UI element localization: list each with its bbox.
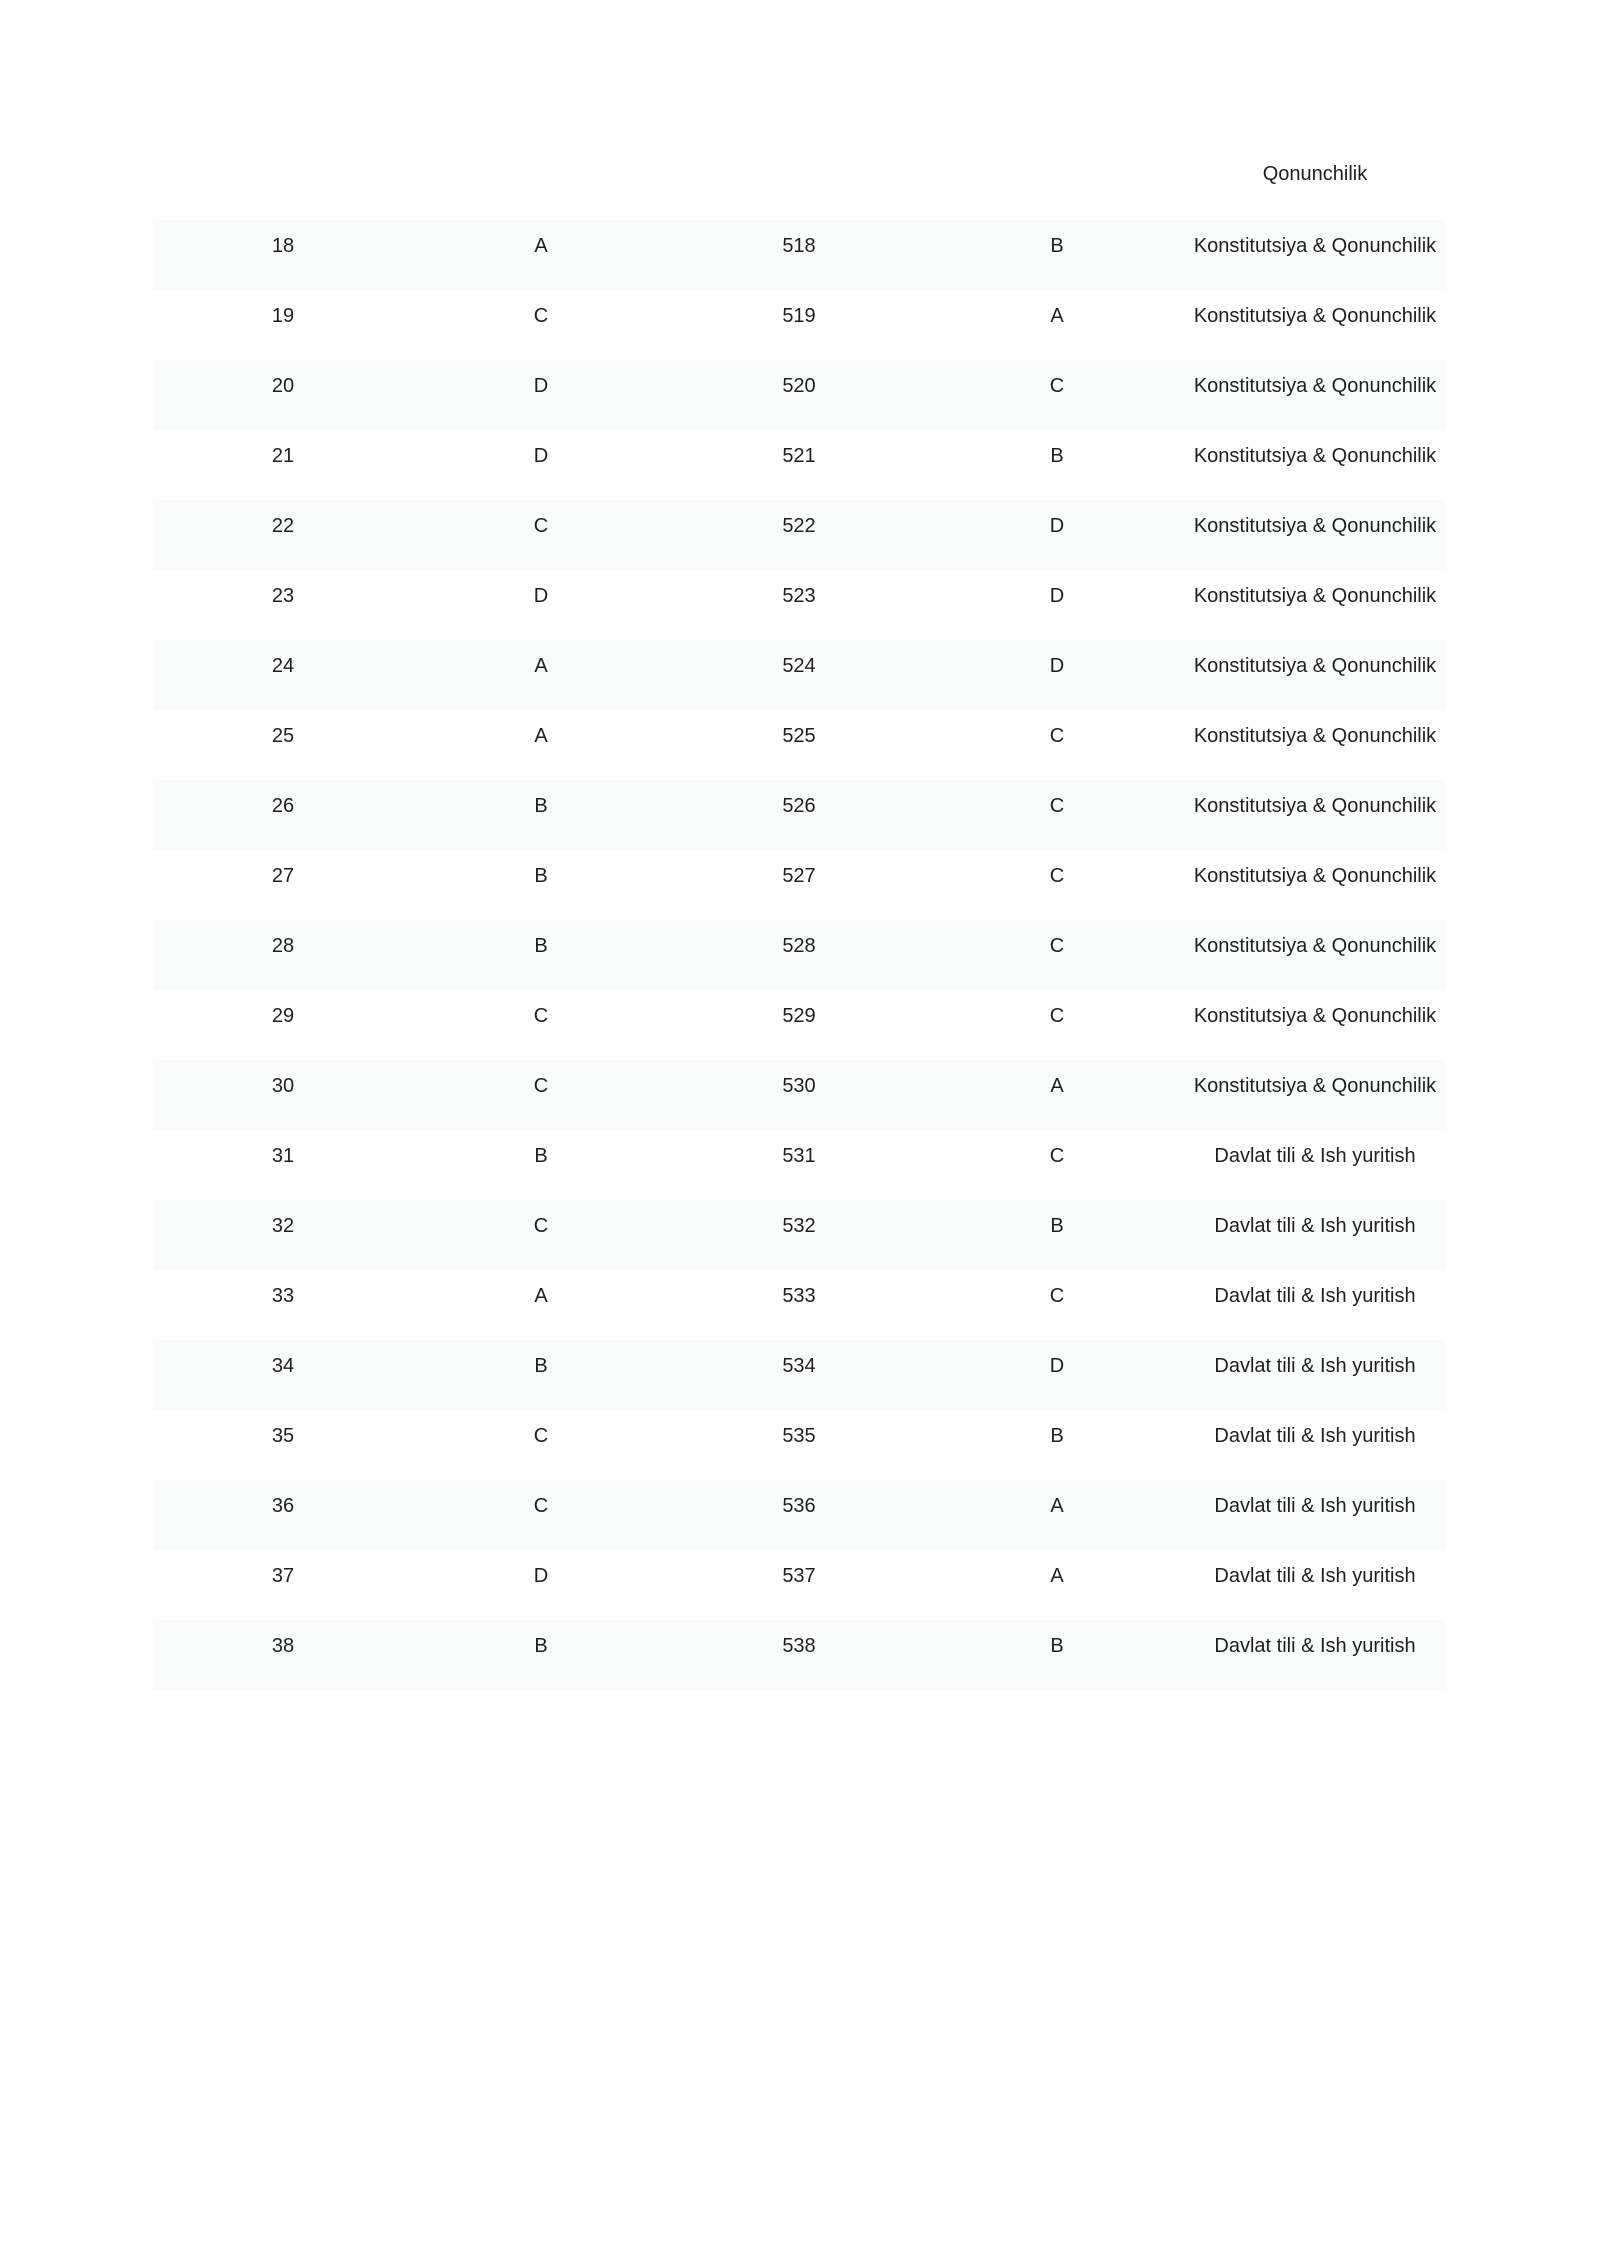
subject-cell: Davlat tili & Ish yuritish: [1214, 1425, 1416, 1447]
answer-letter-cell: D: [533, 585, 549, 607]
answer-letter-cell: D: [1049, 1355, 1065, 1377]
question-number-cell: 25: [271, 725, 295, 747]
question-number-cell: 36: [271, 1495, 295, 1517]
table-row: [153, 710, 1445, 780]
table-row: [153, 1200, 1445, 1270]
question-number-cell: 35: [271, 1425, 295, 1447]
question-number-cell: 20: [271, 375, 295, 397]
subject-cell: Davlat tili & Ish yuritish: [1214, 1215, 1416, 1237]
answer-letter-cell: D: [533, 1565, 549, 1587]
answer-letter-cell: B: [534, 935, 548, 957]
question-number-cell: 534: [782, 1355, 816, 1377]
table-row: [153, 570, 1445, 640]
table-row: [153, 1340, 1445, 1410]
answer-letter-cell: B: [534, 795, 548, 817]
question-number-cell: 26: [271, 795, 295, 817]
answer-letter-cell: A: [1050, 305, 1064, 327]
table-row: [153, 780, 1445, 850]
table-row: [153, 920, 1445, 990]
answer-letter-cell: A: [1050, 1495, 1064, 1517]
table-row: [153, 1410, 1445, 1480]
answer-letter-cell: D: [533, 375, 549, 397]
answer-letter-cell: A: [1050, 1565, 1064, 1587]
answer-letter-cell: A: [534, 725, 548, 747]
table-row: [153, 990, 1445, 1060]
table-row: [153, 1480, 1445, 1550]
subject-cell: Konstitutsiya & Qonunchilik: [1193, 375, 1437, 397]
subject-cell: Konstitutsiya & Qonunchilik: [1193, 795, 1437, 817]
subject-cell: Davlat tili & Ish yuritish: [1214, 1495, 1416, 1517]
answer-letter-cell: C: [533, 305, 549, 327]
question-number-cell: 23: [271, 585, 295, 607]
table-row: [153, 850, 1445, 920]
subject-cell: Konstitutsiya & Qonunchilik: [1193, 235, 1437, 257]
question-number-cell: 37: [271, 1565, 295, 1587]
question-number-cell: 525: [782, 725, 816, 747]
table-row: [153, 500, 1445, 570]
question-number-cell: 31: [271, 1145, 295, 1167]
question-number-cell: 519: [782, 305, 816, 327]
answer-letter-cell: D: [533, 445, 549, 467]
answer-letter-cell: C: [1049, 1285, 1065, 1307]
question-number-cell: 537: [782, 1565, 816, 1587]
question-number-cell: 22: [271, 515, 295, 537]
table-row: [153, 290, 1445, 360]
answer-letter-cell: C: [1049, 1145, 1065, 1167]
subject-cell: Konstitutsiya & Qonunchilik: [1193, 445, 1437, 467]
answer-key-table: [153, 220, 1445, 1690]
question-number-cell: 533: [782, 1285, 816, 1307]
answer-letter-cell: C: [533, 1005, 549, 1027]
question-number-cell: 535: [782, 1425, 816, 1447]
question-number-cell: 32: [271, 1215, 295, 1237]
table-row: [153, 1130, 1445, 1200]
answer-letter-cell: B: [1050, 1425, 1064, 1447]
answer-letter-cell: A: [534, 655, 548, 677]
answer-letter-cell: B: [1050, 235, 1064, 257]
question-number-cell: 29: [271, 1005, 295, 1027]
answer-letter-cell: C: [533, 515, 549, 537]
question-number-cell: 520: [782, 375, 816, 397]
subject-cell: Davlat tili & Ish yuritish: [1214, 1565, 1416, 1587]
table-row: [153, 1550, 1445, 1620]
answer-letter-cell: B: [534, 1355, 548, 1377]
question-number-cell: 30: [271, 1075, 295, 1097]
table-row: [153, 1060, 1445, 1130]
question-number-cell: 28: [271, 935, 295, 957]
question-number-cell: 536: [782, 1495, 816, 1517]
question-number-cell: 18: [271, 235, 295, 257]
table-row: [153, 1270, 1445, 1340]
answer-letter-cell: C: [1049, 795, 1065, 817]
subject-cell: Konstitutsiya & Qonunchilik: [1193, 1075, 1437, 1097]
answer-letter-cell: B: [534, 1145, 548, 1167]
question-number-cell: 21: [271, 445, 295, 467]
question-number-cell: 524: [782, 655, 816, 677]
answer-letter-cell: C: [533, 1075, 549, 1097]
table-row: [153, 360, 1445, 430]
question-number-cell: 24: [271, 655, 295, 677]
table-row: [153, 220, 1445, 290]
table-row: [153, 640, 1445, 710]
question-number-cell: 527: [782, 865, 816, 887]
question-number-cell: 528: [782, 935, 816, 957]
question-number-cell: 38: [271, 1635, 295, 1657]
subject-cell: Davlat tili & Ish yuritish: [1214, 1145, 1416, 1167]
answer-letter-cell: B: [1050, 1215, 1064, 1237]
answer-key-rows: [153, 220, 1445, 1690]
question-number-cell: 34: [271, 1355, 295, 1377]
question-number-cell: 526: [782, 795, 816, 817]
question-number-cell: 521: [782, 445, 816, 467]
question-number-cell: 532: [782, 1215, 816, 1237]
subject-cell: Konstitutsiya & Qonunchilik: [1193, 655, 1437, 677]
answer-letter-cell: C: [1049, 1005, 1065, 1027]
question-number-cell: 518: [782, 235, 816, 257]
answer-letter-cell: C: [533, 1215, 549, 1237]
continued-subject-text: Qonunchilik: [1262, 163, 1368, 185]
answer-letter-cell: B: [534, 865, 548, 887]
subject-cell: Davlat tili & Ish yuritish: [1214, 1355, 1416, 1377]
subject-cell: Davlat tili & Ish yuritish: [1214, 1635, 1416, 1657]
question-number-cell: 531: [782, 1145, 816, 1167]
answer-letter-cell: C: [533, 1425, 549, 1447]
table-row: [153, 1620, 1445, 1690]
question-number-cell: 33: [271, 1285, 295, 1307]
question-number-cell: 529: [782, 1005, 816, 1027]
subject-cell: Konstitutsiya & Qonunchilik: [1193, 1005, 1437, 1027]
answer-letter-cell: A: [1050, 1075, 1064, 1097]
answer-letter-cell: C: [533, 1495, 549, 1517]
subject-cell: Konstitutsiya & Qonunchilik: [1193, 725, 1437, 747]
subject-cell: Konstitutsiya & Qonunchilik: [1193, 305, 1437, 327]
answer-letter-cell: C: [1049, 935, 1065, 957]
answer-letter-cell: A: [534, 1285, 548, 1307]
answer-letter-cell: A: [534, 235, 548, 257]
answer-letter-cell: B: [1050, 445, 1064, 467]
answer-letter-cell: C: [1049, 375, 1065, 397]
table-row: [153, 430, 1445, 500]
subject-cell: Konstitutsiya & Qonunchilik: [1193, 515, 1437, 537]
subject-cell: Konstitutsiya & Qonunchilik: [1193, 585, 1437, 607]
subject-cell: Konstitutsiya & Qonunchilik: [1193, 865, 1437, 887]
answer-letter-cell: D: [1049, 585, 1065, 607]
answer-letter-cell: D: [1049, 655, 1065, 677]
answer-letter-cell: C: [1049, 725, 1065, 747]
question-number-cell: 19: [271, 305, 295, 327]
answer-letter-cell: B: [1050, 1635, 1064, 1657]
question-number-cell: 523: [782, 585, 816, 607]
question-number-cell: 538: [782, 1635, 816, 1657]
question-number-cell: 522: [782, 515, 816, 537]
answer-letter-cell: D: [1049, 515, 1065, 537]
answer-letter-cell: B: [534, 1635, 548, 1657]
answer-letter-cell: C: [1049, 865, 1065, 887]
subject-cell: Davlat tili & Ish yuritish: [1214, 1285, 1416, 1307]
question-number-cell: 530: [782, 1075, 816, 1097]
question-number-cell: 27: [271, 865, 295, 887]
subject-cell: Konstitutsiya & Qonunchilik: [1193, 935, 1437, 957]
